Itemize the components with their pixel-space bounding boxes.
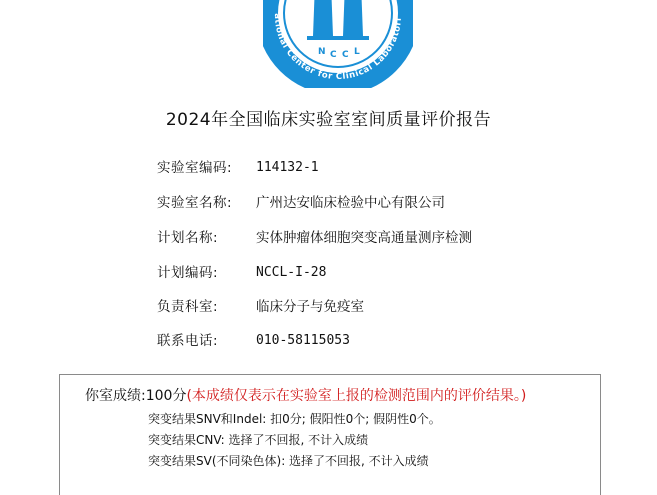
- score-value: 100分: [145, 388, 187, 404]
- phone-label: 联系电话:: [157, 333, 219, 349]
- lab-name-label: 实验室名称:: [157, 195, 233, 211]
- plan-code-label: 计划编码:: [157, 265, 219, 281]
- department-label: 负责科室:: [157, 299, 219, 315]
- score-note: (本成绩仅表示在实验室上报的检测范围内的评价结果。): [186, 388, 527, 404]
- svg-text:C: C: [330, 50, 337, 60]
- score-label: 你室成绩:: [85, 388, 146, 404]
- detail-cnv: 突变结果CNV: 选择了不回报, 不计入成绩: [148, 433, 369, 447]
- lab-code-label: 实验室编码:: [157, 160, 233, 176]
- score-line: [85, 385, 526, 405]
- detail-snv-indel: 突变结果SNV和Indel: 扣0分; 假阳性0个; 假阴性0个。: [148, 412, 441, 426]
- plan-name-label: 计划名称:: [157, 230, 219, 246]
- detail-sv: 突变结果SV(不同染色体): 选择了不回报, 不计入成绩: [148, 454, 429, 468]
- plan-name-value: 实体肿瘤体细胞突变高通量测序检测: [256, 230, 472, 246]
- nccl-logo: [263, 0, 413, 88]
- svg-text:N: N: [318, 47, 326, 57]
- svg-text:L: L: [354, 47, 360, 57]
- phone-value: 010-58115053: [256, 333, 350, 348]
- report-title: 2024年全国临床实验室室间质量评价报告: [165, 110, 492, 130]
- lab-code-value: 114132-1: [256, 160, 319, 175]
- score-box: [59, 374, 601, 495]
- svg-text:C: C: [342, 50, 349, 60]
- plan-code-value: NCCL-I-28: [256, 265, 327, 280]
- lab-name-value: 广州达安临床检验中心有限公司: [256, 195, 445, 211]
- logo-english-text: ational Center for Clinical Laboratori: [271, 13, 405, 83]
- department-value: 临床分子与免疫室: [256, 299, 364, 315]
